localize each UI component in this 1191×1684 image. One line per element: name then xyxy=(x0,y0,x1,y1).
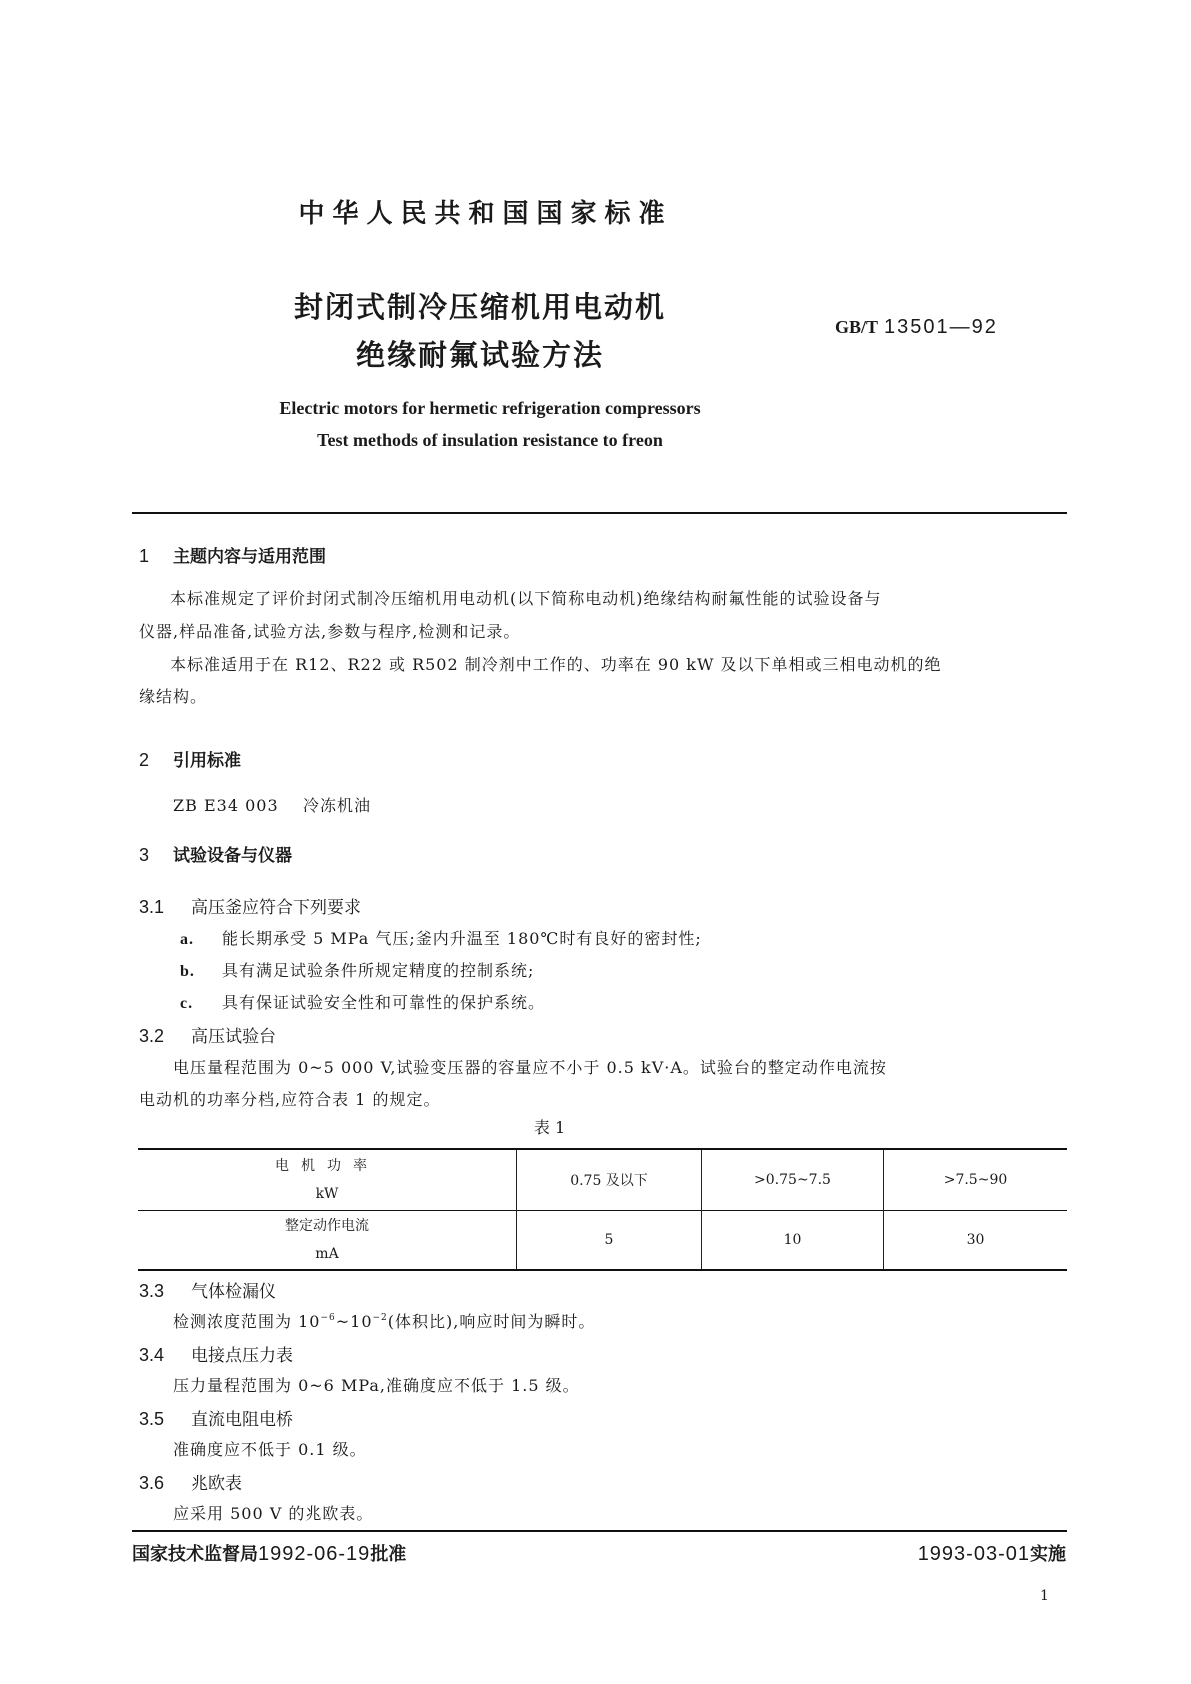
section-title: 兆欧表 xyxy=(191,1474,242,1494)
title-zh-line2: 绝缘耐氟试验方法 xyxy=(355,338,604,372)
approval-suffix: 批准 xyxy=(370,1544,407,1565)
section-3-2-para-line2: 电动机的功率分档,应符合表 1 的规定。 xyxy=(139,1090,441,1109)
title-en-line2: Test methods of insulation resistance to freon xyxy=(317,430,663,450)
referenced-standard-title: 冷冻机油 xyxy=(302,796,371,815)
standard-code-prefix: GB/T xyxy=(835,317,879,337)
effective-suffix: 实施 xyxy=(1030,1544,1066,1565)
section-number: 3.2 xyxy=(139,1026,165,1046)
section-1-heading xyxy=(139,542,326,567)
section-title: 电接点压力表 xyxy=(191,1346,293,1366)
requirement-item xyxy=(180,990,545,1013)
table-cell: 10 xyxy=(702,1211,884,1271)
section-title: 试验设备与仪器 xyxy=(173,846,292,866)
standard-code xyxy=(835,316,998,339)
item-marker: c. xyxy=(180,995,194,1012)
page-number: 1 xyxy=(1040,1588,1049,1604)
section-3-2-heading xyxy=(139,1022,276,1047)
section-3-1-heading xyxy=(139,893,361,918)
section-number: 3.5 xyxy=(139,1409,165,1429)
section-3-4-heading xyxy=(139,1341,293,1366)
exponent: −2 xyxy=(372,1313,388,1323)
text-fragment: (体积比),响应时间为瞬时。 xyxy=(387,1312,596,1331)
section-3-4-text: 压力量程范围为 0~6 MPa,准确度应不低于 1.5 级。 xyxy=(173,1376,580,1395)
section-number: 3.3 xyxy=(139,1281,165,1301)
section-1-para1-line2: 仪器,样品准备,试验方法,参数与程序,检测和记录。 xyxy=(139,622,521,641)
item-text: 能长期承受 5 MPa 气压;釜内升温至 180℃时有良好的密封性; xyxy=(222,929,702,948)
section-number: 3 xyxy=(139,845,150,865)
requirement-item xyxy=(180,926,702,949)
text-fragment: ~10 xyxy=(335,1312,373,1331)
section-number: 3.6 xyxy=(139,1473,165,1493)
section-number: 1 xyxy=(139,546,150,566)
standard-code-number: 13501—92 xyxy=(884,316,998,338)
table-caption: 表 1 xyxy=(533,1118,566,1137)
section-1-para2-line2: 缘结构。 xyxy=(139,687,208,706)
table-row xyxy=(138,1211,1067,1271)
section-1-para1-line1: 本标准规定了评价封闭式制冷压缩机用电动机(以下简称电动机)绝缘结构耐氟性能的试验设备与 xyxy=(170,589,882,608)
section-3-6-heading xyxy=(139,1469,242,1494)
exponent: −6 xyxy=(320,1313,336,1323)
approval-info xyxy=(132,1540,406,1566)
item-text: 具有保证试验安全性和可靠性的保护系统。 xyxy=(222,993,546,1012)
section-3-6-text: 应采用 500 V 的兆欧表。 xyxy=(173,1504,374,1523)
section-3-5-text: 准确度应不低于 0.1 级。 xyxy=(173,1440,367,1459)
section-3-5-heading xyxy=(139,1405,293,1430)
country-standard-heading: 中华人民共和国国家标准 xyxy=(298,199,673,229)
item-marker: b. xyxy=(180,963,195,980)
section-3-2-para-line1: 电压量程范围为 0~5 000 V,试验变压器的容量应不小于 0.5 kV·A。试验台的整定动作电流按 xyxy=(173,1058,887,1077)
item-text: 具有满足试验条件所规定精度的控制系统; xyxy=(222,961,535,980)
table-cell: >0.75~7.5 xyxy=(702,1149,884,1211)
section-2-heading xyxy=(139,746,241,771)
section-3-3-heading xyxy=(139,1277,276,1302)
section-1-para2-line1: 本标准适用于在 R12、R22 或 R502 制冷剂中工作的、功率在 90 kW 及以下单相或三相电动机的绝 xyxy=(170,655,942,674)
row-header-unit: mA xyxy=(315,1246,339,1262)
title-zh-line1: 封闭式制冷压缩机用电动机 xyxy=(293,290,666,324)
row-header xyxy=(138,1149,517,1211)
row-header xyxy=(138,1211,517,1271)
effective-info xyxy=(918,1540,1066,1566)
approving-authority: 国家技术监督局 xyxy=(132,1544,258,1565)
section-title: 主题内容与适用范围 xyxy=(173,547,326,567)
row-header-label: 整定动作电流 xyxy=(285,1218,369,1234)
row-header-unit: kW xyxy=(315,1186,339,1202)
section-title: 高压试验台 xyxy=(191,1027,276,1047)
header-divider xyxy=(132,512,1067,514)
referenced-standard-code: ZB E34 003 xyxy=(173,796,279,815)
approval-date: 1992-06-19 xyxy=(258,1543,371,1565)
requirement-item xyxy=(180,958,534,981)
section-number: 2 xyxy=(139,750,150,770)
section-title: 高压釜应符合下列要求 xyxy=(191,898,361,918)
section-title: 引用标准 xyxy=(173,751,241,771)
table-cell: 0.75 及以下 xyxy=(517,1149,702,1211)
table-row xyxy=(138,1149,1067,1211)
section-3-3-text xyxy=(173,1309,595,1332)
section-number: 3.1 xyxy=(139,897,165,917)
section-title: 直流电阻电桥 xyxy=(191,1410,293,1430)
row-header-label: 电机功率 xyxy=(275,1158,379,1174)
section-number: 3.4 xyxy=(139,1345,165,1365)
effective-date: 1993-03-01 xyxy=(917,1543,1030,1565)
item-marker: a. xyxy=(180,931,194,948)
table-cell: >7.5~90 xyxy=(884,1149,1068,1211)
section-3-heading xyxy=(139,841,292,866)
table-1 xyxy=(138,1148,1067,1271)
text-fragment: 检测浓度范围为 10 xyxy=(173,1312,321,1331)
table-cell: 5 xyxy=(517,1211,702,1271)
footer-divider xyxy=(132,1530,1067,1532)
table-cell: 30 xyxy=(884,1211,1068,1271)
section-title: 气体检漏仪 xyxy=(191,1282,276,1302)
referenced-standard xyxy=(173,793,371,816)
title-en-line1: Electric motors for hermetic refrigeration compressors xyxy=(279,398,701,418)
